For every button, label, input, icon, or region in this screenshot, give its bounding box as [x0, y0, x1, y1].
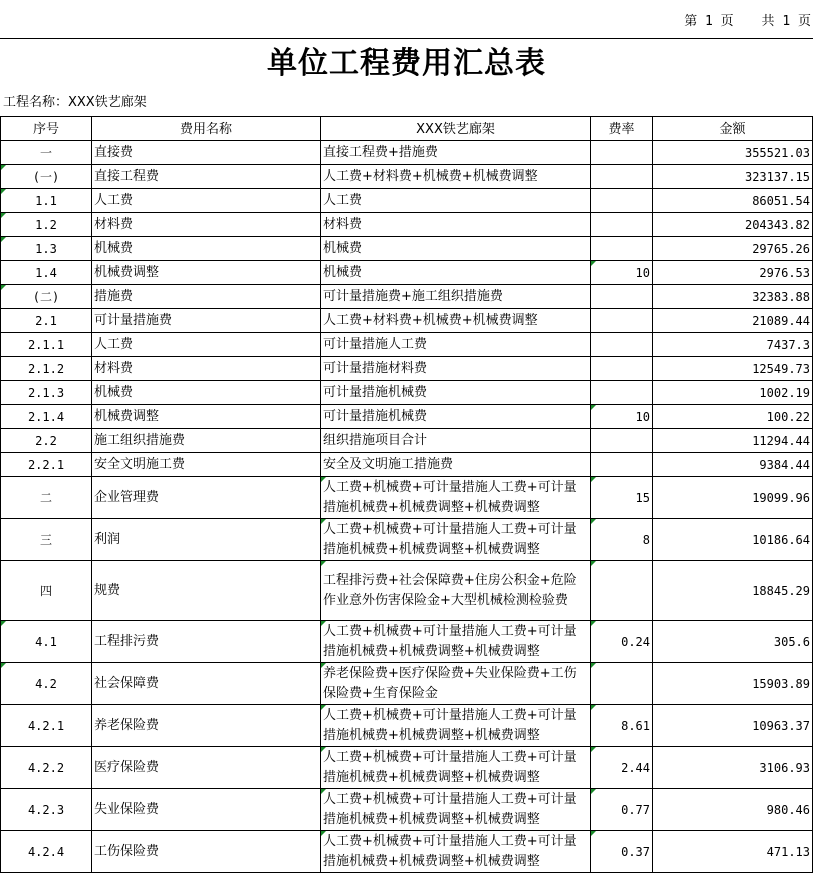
- row-number-cell: 二: [1, 477, 92, 519]
- table-row: [1, 621, 813, 663]
- page-current: 第 1 页: [684, 14, 734, 29]
- fee-name-cell: 工伤保险费: [92, 831, 321, 873]
- fee-rate-cell: 2.44: [591, 747, 653, 789]
- amount-cell: 29765.26: [653, 237, 813, 261]
- amount-cell: 355521.03: [653, 141, 813, 165]
- calc-basis-cell: 可计量措施材料费: [321, 357, 591, 381]
- fee-rate-cell: [591, 333, 653, 357]
- fee-rate-cell: 0.77: [591, 789, 653, 831]
- col-header-no: 序号: [1, 117, 92, 141]
- row-number-cell: 4.2.1: [1, 705, 92, 747]
- fee-name-cell: 利润: [92, 519, 321, 561]
- amount-cell: 2976.53: [653, 261, 813, 285]
- fee-name-cell: 机械费: [92, 381, 321, 405]
- table-row: [1, 453, 813, 477]
- amount-cell: 12549.73: [653, 357, 813, 381]
- row-number-cell: 4.2: [1, 663, 92, 705]
- calc-basis-cell: 机械费: [321, 261, 591, 285]
- fee-name-cell: 施工组织措施费: [92, 429, 321, 453]
- fee-name-cell: 措施费: [92, 285, 321, 309]
- cost-summary-table: [0, 116, 813, 873]
- amount-cell: 305.6: [653, 621, 813, 663]
- calc-basis-cell: 人工费+机械费+可计量措施人工费+可计量措施机械费+机械费调整+机械费调整: [321, 519, 591, 561]
- row-number-cell: (一): [1, 165, 92, 189]
- row-number-cell: 2.1.4: [1, 405, 92, 429]
- fee-rate-cell: [591, 381, 653, 405]
- calc-basis-cell: 直接工程费+措施费: [321, 141, 591, 165]
- table-header-row: [1, 117, 813, 141]
- fee-rate-cell: [591, 165, 653, 189]
- fee-rate-cell: [591, 189, 653, 213]
- fee-rate-cell: 0.24: [591, 621, 653, 663]
- calc-basis-cell: 人工费+机械费+可计量措施人工费+可计量措施机械费+机械费调整+机械费调整: [321, 621, 591, 663]
- row-number-cell: 2.1.3: [1, 381, 92, 405]
- fee-rate-cell: 0.37: [591, 831, 653, 873]
- table-row: [1, 477, 813, 519]
- row-number-cell: 4.2.4: [1, 831, 92, 873]
- col-header-amount: 金额: [653, 117, 813, 141]
- fee-rate-cell: 15: [591, 477, 653, 519]
- fee-rate-cell: [591, 309, 653, 333]
- fee-name-cell: 直接费: [92, 141, 321, 165]
- amount-cell: 7437.3: [653, 333, 813, 357]
- fee-rate-cell: 8: [591, 519, 653, 561]
- row-number-cell: 4.2.2: [1, 747, 92, 789]
- col-header-rate: 费率: [591, 117, 653, 141]
- fee-rate-cell: [591, 213, 653, 237]
- fee-name-cell: 失业保险费: [92, 789, 321, 831]
- amount-cell: 3106.93: [653, 747, 813, 789]
- row-number-cell: 一: [1, 141, 92, 165]
- calc-basis-cell: 人工费+机械费+可计量措施人工费+可计量措施机械费+机械费调整+机械费调整: [321, 705, 591, 747]
- fee-rate-cell: [591, 141, 653, 165]
- table-row: [1, 333, 813, 357]
- calc-basis-cell: 人工费+机械费+可计量措施人工费+可计量措施机械费+机械费调整+机械费调整: [321, 789, 591, 831]
- calc-basis-cell: 人工费+机械费+可计量措施人工费+可计量措施机械费+机械费调整+机械费调整: [321, 747, 591, 789]
- table-row: [1, 789, 813, 831]
- fee-name-cell: 规费: [92, 561, 321, 621]
- fee-name-cell: 材料费: [92, 213, 321, 237]
- table-row: [1, 381, 813, 405]
- calc-basis-cell: 人工费+机械费+可计量措施人工费+可计量措施机械费+机械费调整+机械费调整: [321, 477, 591, 519]
- fee-name-cell: 人工费: [92, 333, 321, 357]
- calc-basis-cell: 人工费: [321, 189, 591, 213]
- row-number-cell: 1.2: [1, 213, 92, 237]
- page-total: 共 1 页: [761, 14, 811, 29]
- project-name: 工程名称：XXX铁艺廊架: [3, 95, 147, 110]
- row-number-cell: 2.2: [1, 429, 92, 453]
- fee-name-cell: 机械费调整: [92, 405, 321, 429]
- fee-rate-cell: [591, 237, 653, 261]
- fee-rate-cell: [591, 663, 653, 705]
- table-row: [1, 189, 813, 213]
- row-number-cell: 1.4: [1, 261, 92, 285]
- calc-basis-cell: 可计量措施机械费: [321, 405, 591, 429]
- amount-cell: 471.13: [653, 831, 813, 873]
- fee-name-cell: 企业管理费: [92, 477, 321, 519]
- calc-basis-cell: 可计量措施机械费: [321, 381, 591, 405]
- fee-rate-cell: [591, 429, 653, 453]
- table-row: [1, 705, 813, 747]
- table-row: [1, 429, 813, 453]
- amount-cell: 15903.89: [653, 663, 813, 705]
- page-indicator: [664, 10, 811, 29]
- fee-name-cell: 养老保险费: [92, 705, 321, 747]
- amount-cell: 18845.29: [653, 561, 813, 621]
- row-number-cell: 2.1.2: [1, 357, 92, 381]
- fee-name-cell: 直接工程费: [92, 165, 321, 189]
- table-row: [1, 561, 813, 621]
- fee-name-cell: 机械费调整: [92, 261, 321, 285]
- calc-basis-cell: 材料费: [321, 213, 591, 237]
- calc-basis-cell: 可计量措施费+施工组织措施费: [321, 285, 591, 309]
- amount-cell: 323137.15: [653, 165, 813, 189]
- row-number-cell: 1.3: [1, 237, 92, 261]
- table-row: [1, 285, 813, 309]
- row-number-cell: 1.1: [1, 189, 92, 213]
- amount-cell: 10963.37: [653, 705, 813, 747]
- table-row: [1, 213, 813, 237]
- fee-rate-cell: [591, 561, 653, 621]
- table-row: [1, 357, 813, 381]
- fee-name-cell: 安全文明施工费: [92, 453, 321, 477]
- calc-basis-cell: 工程排污费+社会保障费+住房公积金+危险作业意外伤害保险金+大型机械检测检验费: [321, 561, 591, 621]
- calc-basis-cell: 安全及文明施工措施费: [321, 453, 591, 477]
- amount-cell: 21089.44: [653, 309, 813, 333]
- amount-cell: 9384.44: [653, 453, 813, 477]
- fee-name-cell: 工程排污费: [92, 621, 321, 663]
- table-row: [1, 141, 813, 165]
- table-row: [1, 261, 813, 285]
- col-header-basis: XXX铁艺廊架: [321, 117, 591, 141]
- amount-cell: 32383.88: [653, 285, 813, 309]
- row-number-cell: 三: [1, 519, 92, 561]
- fee-name-cell: 医疗保险费: [92, 747, 321, 789]
- amount-cell: 11294.44: [653, 429, 813, 453]
- amount-cell: 86051.54: [653, 189, 813, 213]
- table-row: [1, 663, 813, 705]
- fee-name-cell: 材料费: [92, 357, 321, 381]
- calc-basis-cell: 养老保险费+医疗保险费+失业保险费+工伤保险费+生育保险金: [321, 663, 591, 705]
- amount-cell: 10186.64: [653, 519, 813, 561]
- calc-basis-cell: 组织措施项目合计: [321, 429, 591, 453]
- calc-basis-cell: 可计量措施人工费: [321, 333, 591, 357]
- table-row: [1, 309, 813, 333]
- row-number-cell: 2.1.1: [1, 333, 92, 357]
- row-number-cell: 2.1: [1, 309, 92, 333]
- col-header-name: 费用名称: [92, 117, 321, 141]
- row-number-cell: 2.2.1: [1, 453, 92, 477]
- amount-cell: 100.22: [653, 405, 813, 429]
- fee-rate-cell: 10: [591, 261, 653, 285]
- calc-basis-cell: 人工费+机械费+可计量措施人工费+可计量措施机械费+机械费调整+机械费调整: [321, 831, 591, 873]
- fee-name-cell: 机械费: [92, 237, 321, 261]
- amount-cell: 204343.82: [653, 213, 813, 237]
- calc-basis-cell: 机械费: [321, 237, 591, 261]
- amount-cell: 980.46: [653, 789, 813, 831]
- row-number-cell: 四: [1, 561, 92, 621]
- fee-name-cell: 可计量措施费: [92, 309, 321, 333]
- fee-name-cell: 人工费: [92, 189, 321, 213]
- fee-rate-cell: [591, 453, 653, 477]
- fee-rate-cell: [591, 357, 653, 381]
- amount-cell: 1002.19: [653, 381, 813, 405]
- table-row: [1, 405, 813, 429]
- table-row: [1, 165, 813, 189]
- row-number-cell: 4.1: [1, 621, 92, 663]
- amount-cell: 19099.96: [653, 477, 813, 519]
- table-row: [1, 747, 813, 789]
- calc-basis-cell: 人工费+材料费+机械费+机械费调整: [321, 309, 591, 333]
- row-number-cell: (二): [1, 285, 92, 309]
- table-row: [1, 237, 813, 261]
- header-rule: [0, 38, 813, 39]
- page-title: 单位工程费用汇总表: [267, 46, 546, 81]
- table-row: [1, 519, 813, 561]
- calc-basis-cell: 人工费+材料费+机械费+机械费调整: [321, 165, 591, 189]
- fee-rate-cell: [591, 285, 653, 309]
- fee-rate-cell: 8.61: [591, 705, 653, 747]
- table-row: [1, 831, 813, 873]
- fee-rate-cell: 10: [591, 405, 653, 429]
- fee-name-cell: 社会保障费: [92, 663, 321, 705]
- row-number-cell: 4.2.3: [1, 789, 92, 831]
